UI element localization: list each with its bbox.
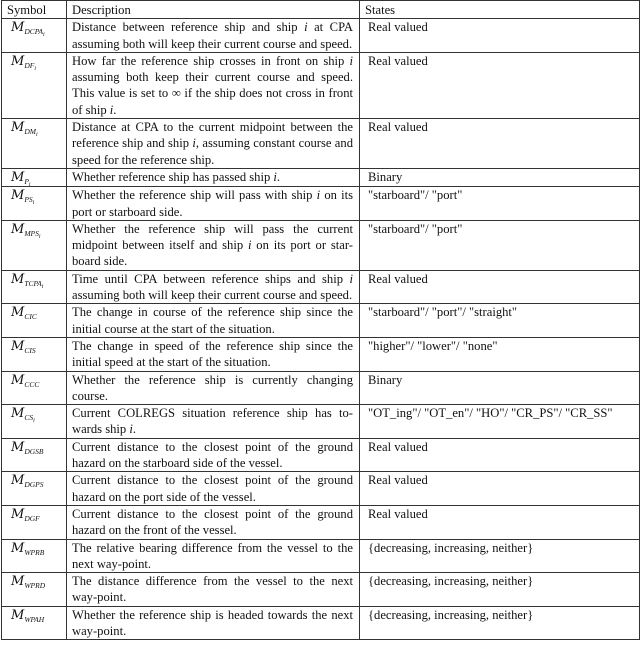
symbol-subscript-text: CIS — [24, 345, 36, 355]
symbol-subscript-text: DGPS — [24, 480, 44, 490]
table-row — [2, 168, 640, 186]
symbol-main: M — [11, 372, 25, 388]
symbol-subscript-text: CCC — [24, 379, 40, 389]
states-cell: {decreasing, increasing, neither} — [360, 573, 640, 607]
table-row — [2, 119, 640, 169]
ship-index: i — [349, 271, 353, 286]
symbol-cell — [2, 438, 67, 472]
symbol-cell — [2, 337, 67, 371]
states-cell: Real valued — [360, 52, 640, 118]
symbol-subscript — [24, 346, 35, 355]
symbol-subscript — [24, 615, 44, 624]
ship-index: i — [349, 53, 353, 68]
table-row — [2, 505, 640, 539]
table-row — [2, 606, 640, 640]
symbol-main: M — [11, 221, 25, 237]
states-cell: Binary — [360, 371, 640, 405]
symbol-cell — [2, 270, 67, 304]
symbol-subscript — [24, 514, 39, 523]
ship-index: i — [129, 422, 133, 437]
table-row — [2, 187, 640, 221]
symbol-main: M — [11, 540, 25, 556]
symbol-subscript — [24, 548, 44, 557]
header-description: Description — [67, 1, 360, 19]
ship-index: i — [304, 20, 308, 35]
description-cell: Whether the reference ship is currently changing course. — [67, 371, 360, 405]
symbol-table — [1, 0, 640, 640]
description-cell: Time until CPA between reference ships and ship i assuming both will keep their current course and speed. — [67, 270, 360, 304]
symbol-cell — [2, 220, 67, 270]
symbol-subscript — [24, 127, 38, 139]
description-cell: How far the reference ship crosses in front on ship i assuming both keep their current course and speed. This value is set to ∞ if the ship does not cross in front of ship i. — [67, 52, 360, 118]
description-cell: Whether the reference ship will pass with ship i on its port or starboard side. — [67, 187, 360, 221]
symbol-subscript — [24, 413, 35, 425]
description-cell: Distance at CPA to the current midpoint between the reference ship and ship i, assuming constant course and speed for the reference ship. — [67, 119, 360, 169]
table-row — [2, 405, 640, 439]
symbol-main: M — [11, 473, 25, 489]
symbol-main: M — [11, 20, 25, 36]
symbol-subscript — [24, 279, 43, 288]
symbol-main: M — [11, 506, 25, 522]
description-cell: Current distance to the closest point of the ground hazard on the port side of the vessel. — [67, 472, 360, 506]
symbol-index: i — [41, 283, 44, 290]
symbol-subscript-text: PS — [24, 195, 33, 205]
description-cell: Whether the reference ship will pass the current midpoint between itself and ship i on its port or star-board side. — [67, 220, 360, 270]
states-cell: Real valued — [360, 505, 640, 539]
symbol-cell — [2, 505, 67, 539]
description-cell: Current distance to the closest point of the ground hazard on the starboard side of the vessel. — [67, 438, 360, 472]
symbol-subscript-text: WPRD — [24, 581, 46, 591]
symbol-index: i — [33, 418, 35, 425]
symbol-subscript — [24, 581, 45, 590]
symbol-subscript-text: DGSB — [24, 446, 44, 456]
symbol-subscript-text: DCPA — [24, 27, 43, 37]
header-row — [2, 1, 640, 19]
symbol-main: M — [11, 607, 25, 623]
symbol-subscript-text: CIC — [24, 312, 37, 322]
symbol-subscript — [24, 61, 36, 70]
symbol-subscript — [24, 480, 43, 489]
table-row — [2, 220, 640, 270]
symbol-main: M — [11, 271, 25, 287]
table-row — [2, 270, 640, 304]
symbol-cell — [2, 573, 67, 607]
symbol-subscript — [24, 229, 40, 238]
symbol-main: M — [11, 169, 25, 185]
description-cell: The relative bearing difference from the vessel to the next way-point. — [67, 539, 360, 573]
table-body — [2, 19, 640, 640]
symbol-cell — [2, 52, 67, 118]
states-cell: {decreasing, increasing, neither} — [360, 539, 640, 573]
symbol-subscript — [24, 177, 30, 186]
description-cell: Whether the reference ship is headed towards the next way-point. — [67, 606, 360, 640]
symbol-subscript — [24, 27, 45, 39]
symbol-main: M — [11, 305, 25, 321]
header-states: States — [360, 1, 640, 19]
symbol-cell — [2, 168, 67, 186]
description-cell: The change in speed of the reference ship since the initial speed at the start of the situation. — [67, 337, 360, 371]
symbol-subscript-text: WPAH — [24, 614, 45, 624]
symbol-main: M — [11, 574, 25, 590]
symbol-index: i — [42, 32, 45, 39]
symbol-main: M — [11, 406, 25, 422]
table-row — [2, 371, 640, 405]
states-cell: Binary — [360, 168, 640, 186]
states-cell: Real valued — [360, 438, 640, 472]
symbol-cell — [2, 19, 67, 53]
symbol-subscript-text: CS — [24, 413, 34, 423]
symbol-subscript-text: DGF — [24, 513, 40, 523]
table-row — [2, 472, 640, 506]
ship-index: i — [316, 188, 321, 203]
symbol-subscript-text: DF — [24, 60, 35, 70]
description-cell: Current distance to the closest point of the ground hazard on the front of the vessel. — [67, 505, 360, 539]
symbol-cell — [2, 539, 67, 573]
symbol-cell — [2, 304, 67, 338]
symbol-main: M — [11, 439, 25, 455]
symbol-subscript — [24, 380, 39, 389]
symbol-main: M — [11, 338, 25, 354]
table-row — [2, 52, 640, 118]
ship-index: i — [109, 102, 114, 117]
symbol-cell — [2, 371, 67, 405]
symbol-main: M — [11, 188, 25, 204]
symbol-main: M — [11, 53, 25, 69]
symbol-subscript — [24, 447, 43, 456]
symbol-subscript-text: DM — [24, 127, 36, 137]
symbol-cell — [2, 119, 67, 169]
table-row — [2, 304, 640, 338]
ship-index: i — [192, 136, 196, 151]
states-cell: "starboard"/ "port" — [360, 220, 640, 270]
symbol-subscript-text: TCPA — [24, 278, 42, 288]
states-cell: Real valued — [360, 19, 640, 53]
symbol-cell — [2, 472, 67, 506]
symbol-cell — [2, 405, 67, 439]
states-cell: Real valued — [360, 472, 640, 506]
table-row — [2, 539, 640, 573]
symbol-index: i — [38, 233, 41, 240]
symbol-subscript — [24, 312, 37, 321]
states-cell: {decreasing, increasing, neither} — [360, 606, 640, 640]
ship-index: i — [273, 169, 277, 184]
description-cell: The distance difference from the vessel to the next way-point. — [67, 573, 360, 607]
symbol-index: i — [32, 200, 35, 207]
header-symbol: Symbol — [2, 1, 67, 19]
table-row — [2, 19, 640, 53]
description-cell: Whether reference ship has passed ship i. — [67, 168, 360, 186]
states-cell: Real valued — [360, 270, 640, 304]
symbol-cell — [2, 606, 67, 640]
symbol-cell — [2, 187, 67, 221]
table-row — [2, 337, 640, 371]
symbol-subscript-text: MPS — [24, 228, 39, 238]
symbol-subscript-text: WPRB — [24, 547, 45, 557]
symbol-subscript — [24, 195, 35, 207]
table-row — [2, 573, 640, 607]
symbol-subscript-text: P — [24, 176, 29, 186]
states-cell: "higher"/ "lower"/ "none" — [360, 337, 640, 371]
ship-index: i — [247, 238, 252, 253]
symbol-index: i — [35, 132, 38, 139]
symbol-index: i — [34, 65, 36, 72]
description-cell: Distance between reference ship and ship i at CPA assuming both will keep their current course and speed. — [67, 19, 360, 53]
symbol-index: i — [28, 181, 31, 188]
description-cell: The change in course of the reference ship since the initial course at the start of the situation. — [67, 304, 360, 338]
states-cell: Real valued — [360, 119, 640, 169]
table-row — [2, 438, 640, 472]
states-cell: "OT_ing"/ "OT_en"/ "HO"/ "CR_PS"/ "CR_SS" — [360, 405, 640, 439]
states-cell: "starboard"/ "port"/ "straight" — [360, 304, 640, 338]
symbol-main: M — [11, 120, 25, 136]
description-cell: Current COLREGS situation reference ship has to-wards ship i. — [67, 405, 360, 439]
states-cell: "starboard"/ "port" — [360, 187, 640, 221]
